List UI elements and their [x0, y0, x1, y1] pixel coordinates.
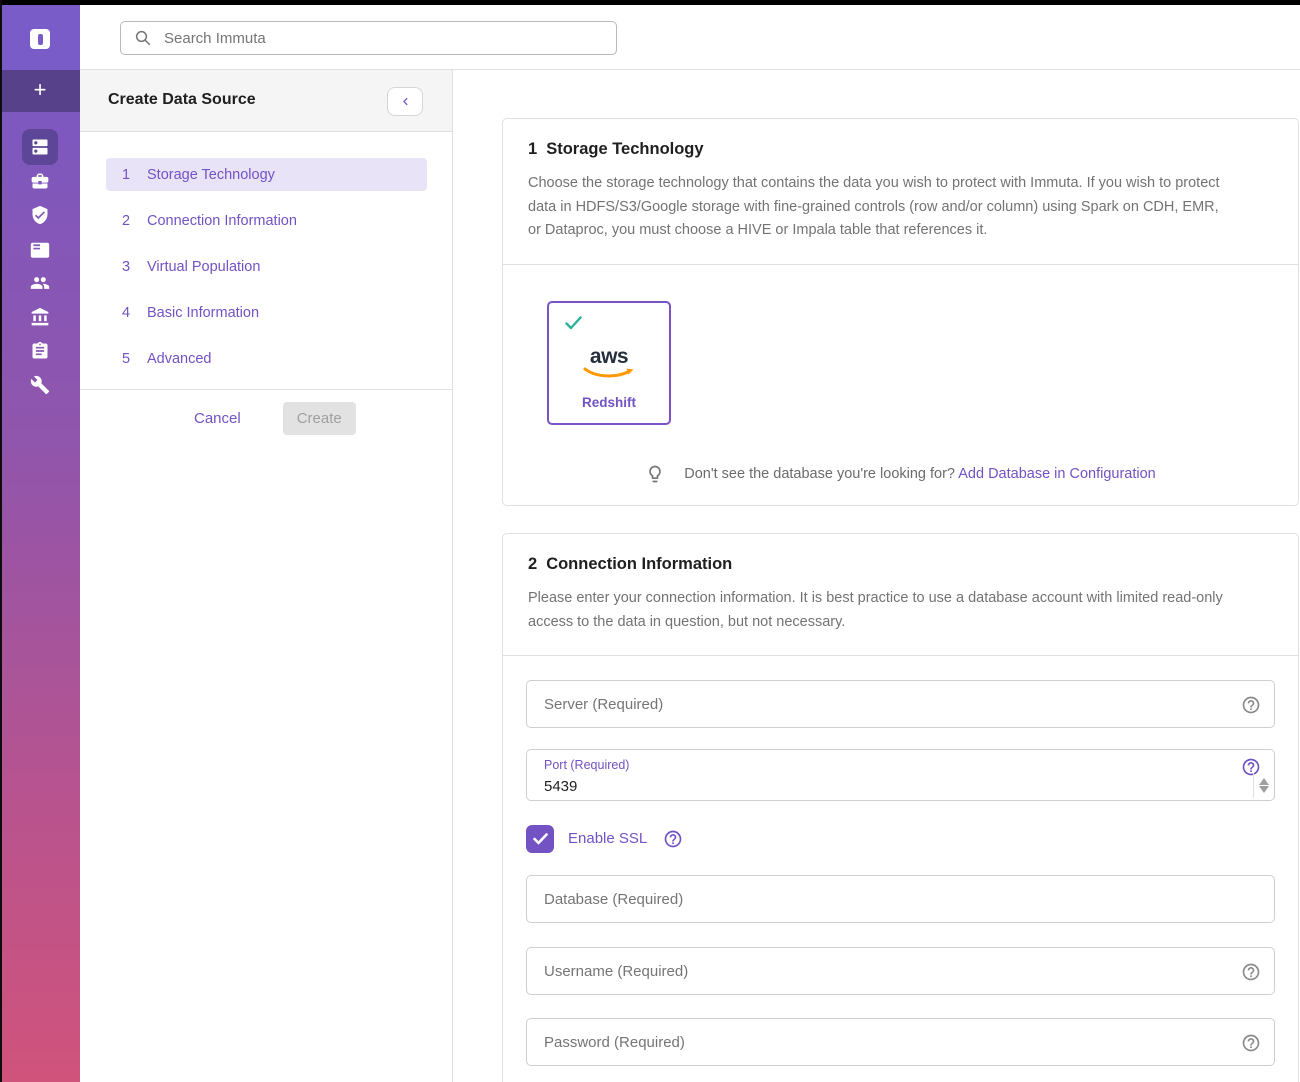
sidebar-item-reports[interactable] [22, 231, 58, 267]
wizard-steps [80, 132, 452, 375]
step-number: 2 [122, 212, 131, 229]
shield-check-icon [30, 205, 50, 225]
sidebar-nav [0, 0, 80, 1082]
stepper-up-icon[interactable] [1259, 778, 1269, 785]
port-input[interactable] [527, 774, 1274, 798]
enable-ssl-checkbox[interactable] [526, 825, 554, 853]
check-icon [533, 833, 548, 845]
section-description: Please enter your connection information. It is best practice to use a database account with limited read-only access to the data in question, but not necessary. [528, 590, 1223, 630]
card-head [503, 119, 1298, 243]
window-top-strip [0, 0, 1300, 5]
hint-text [684, 466, 1155, 482]
add-database-link[interactable]: Add Database in Configuration [958, 465, 1156, 482]
section-title-text: Connection Information [546, 555, 733, 573]
global-search [120, 21, 617, 55]
step-label: Advanced [147, 350, 212, 367]
sidebar-item-people[interactable] [22, 265, 58, 301]
port-stepper[interactable] [1253, 773, 1274, 798]
database-input[interactable] [527, 876, 1274, 922]
aws-swoosh-icon [583, 367, 635, 380]
main-content [453, 70, 1300, 1082]
clipboard-icon [30, 341, 50, 361]
server-field [526, 680, 1275, 728]
section-number: 2 [528, 555, 538, 573]
top-header [80, 5, 1300, 70]
sidebar-item-projects[interactable] [22, 163, 58, 199]
hint-question: Don't see the database you're looking for? [684, 465, 955, 482]
wrench-icon [30, 375, 50, 395]
card-list-icon [30, 239, 50, 259]
immuta-logo[interactable] [30, 29, 50, 49]
database-field [526, 875, 1275, 923]
storage-tiles [503, 265, 1298, 425]
connection-information-card [502, 533, 1299, 1082]
panel-header [80, 70, 452, 132]
page-title: Create Data Source [108, 91, 256, 108]
connection-form [503, 656, 1298, 1066]
port-field [526, 749, 1275, 801]
section-number: 1 [528, 140, 538, 158]
add-button[interactable]: + [0, 70, 80, 112]
section-title-text: Storage Technology [546, 140, 704, 158]
server-help-icon[interactable] [1241, 695, 1261, 715]
sidebar-item-governance[interactable] [22, 299, 58, 335]
aws-logo [549, 344, 669, 380]
sidebar-item-admin[interactable] [22, 367, 58, 403]
bank-icon [30, 307, 50, 327]
window-left-strip [0, 0, 2, 1082]
panel-actions [80, 402, 452, 435]
people-icon [30, 273, 50, 293]
section-description: Choose the storage technology that contains the data you wish to protect with Immuta. If you wish to protect data in HDFS/S3/Google storage with fine-grained controls (row and/or column) using Spark on CDH, EMR, or Dataproc, you must choose a HIVE or Impala table that references it. [528, 175, 1220, 238]
chevron-left-icon [398, 94, 413, 109]
sidebar-item-data-sources[interactable] [22, 129, 58, 165]
port-label: Port (Required) [544, 758, 630, 772]
check-icon [565, 316, 582, 331]
search-icon [134, 29, 152, 47]
step-number: 3 [122, 258, 131, 275]
section-title [528, 140, 1273, 159]
logo-block [0, 5, 80, 70]
ssl-help-icon[interactable] [663, 829, 683, 849]
step-label: Virtual Population [147, 258, 261, 275]
step-connection-information[interactable] [106, 204, 427, 237]
step-label: Connection Information [147, 212, 297, 229]
step-virtual-population[interactable] [106, 250, 427, 283]
section-title [528, 555, 1273, 574]
sidebar-item-audit[interactable] [22, 333, 58, 369]
step-label: Storage Technology [147, 166, 275, 183]
step-number: 4 [122, 304, 131, 321]
username-input[interactable] [527, 948, 1274, 994]
search-input[interactable] [164, 30, 603, 47]
briefcase-icon [30, 171, 50, 191]
stepper-down-icon[interactable] [1259, 786, 1269, 793]
card-head [503, 534, 1298, 634]
step-number: 5 [122, 350, 131, 367]
panel-divider [80, 389, 452, 390]
step-advanced[interactable] [106, 342, 427, 375]
username-help-icon[interactable] [1241, 962, 1261, 982]
password-help-icon[interactable] [1241, 1033, 1261, 1053]
collapse-panel-button[interactable] [387, 87, 423, 116]
password-field [526, 1018, 1275, 1066]
username-field [526, 947, 1275, 995]
lightbulb-icon [645, 464, 665, 484]
sidebar-item-policies[interactable] [22, 197, 58, 233]
tile-label: Redshift [582, 394, 636, 410]
redshift-tile[interactable] [547, 301, 671, 425]
enable-ssl-label[interactable]: Enable SSL [568, 830, 648, 847]
ssl-row [526, 824, 1275, 853]
cancel-button[interactable]: Cancel [194, 410, 241, 427]
password-input[interactable] [527, 1019, 1274, 1065]
storage-technology-card [502, 118, 1299, 506]
create-data-source-panel [80, 70, 453, 1082]
step-basic-information[interactable] [106, 296, 427, 329]
aws-wordmark: aws [589, 344, 629, 368]
step-storage-technology[interactable] [106, 158, 427, 191]
database-hint-row [503, 464, 1298, 484]
step-number: 1 [122, 166, 131, 183]
server-input[interactable] [527, 681, 1274, 727]
step-label: Basic Information [147, 304, 260, 321]
dns-icon [30, 137, 50, 157]
create-button[interactable]: Create [283, 402, 356, 435]
